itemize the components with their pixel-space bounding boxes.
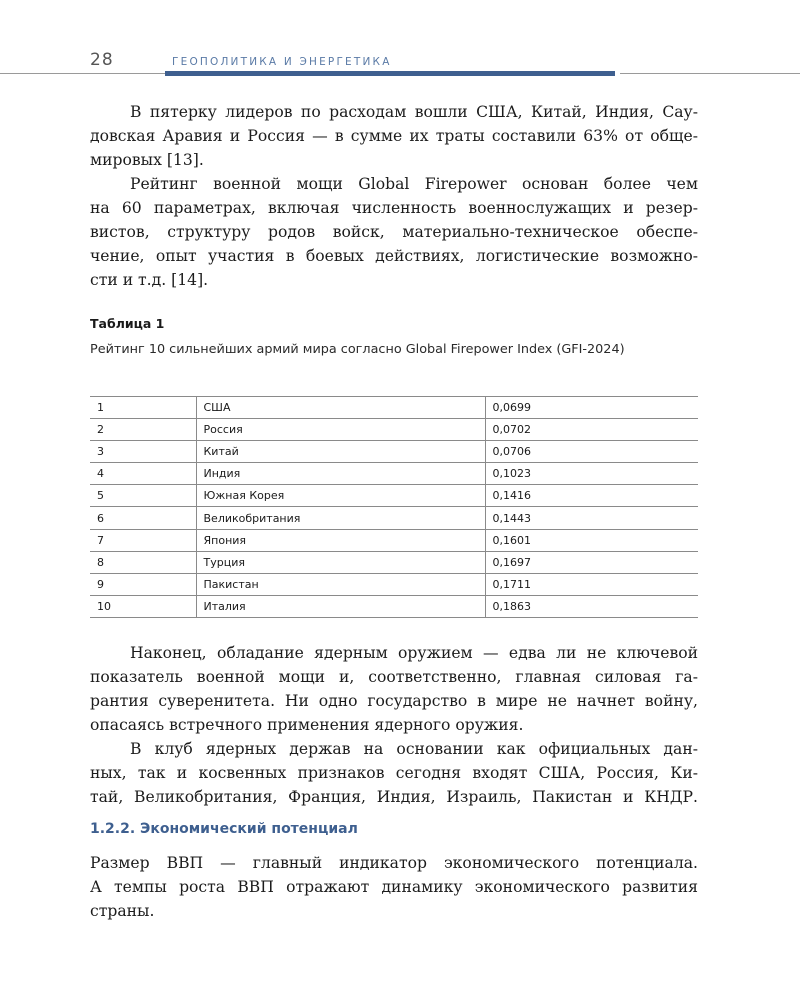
rank-cell: 2 [90, 419, 196, 441]
paragraph-line: страны. [90, 902, 155, 920]
table-row [90, 573, 698, 595]
index-cell: 0,0702 [485, 419, 698, 441]
table-row [90, 419, 698, 441]
paragraph-line: сти и т.д. [14]. [90, 271, 209, 289]
country-cell: США [196, 397, 485, 419]
paragraph-line: вистов, структуру родов войск, материально-техническое обеспе- [90, 223, 698, 241]
section-heading: 1.2.2. Экономический потенциал [90, 821, 358, 837]
paragraph-line: Рейтинг военной мощи Global Firepower основан более чем [130, 175, 698, 193]
index-cell: 0,0699 [485, 397, 698, 419]
country-cell: Италия [196, 595, 485, 617]
country-cell: Южная Корея [196, 485, 485, 507]
paragraph-gdp [90, 851, 698, 923]
paragraph-line: В пятерку лидеров по расходам вошли США, Китай, Индия, Сау- [130, 103, 698, 121]
paragraph-line: В клуб ядерных держав на основании как официальных дан- [130, 740, 698, 758]
rank-cell: 5 [90, 485, 196, 507]
index-cell: 0,1443 [485, 507, 698, 529]
page-header [0, 0, 800, 80]
table-row [90, 529, 698, 551]
rank-cell: 4 [90, 463, 196, 485]
index-cell: 0,1711 [485, 573, 698, 595]
country-cell: Россия [196, 419, 485, 441]
table-row [90, 507, 698, 529]
paragraph-nuclear-weapons [90, 641, 698, 737]
rank-cell: 9 [90, 573, 196, 595]
gfi-ranking-table [90, 396, 698, 618]
table-row [90, 441, 698, 463]
table-label: Таблица 1 [90, 316, 165, 331]
paragraph-spending-leaders [90, 100, 698, 172]
paragraph-line: ных, так и косвенных признаков сегодня входят США, Россия, Ки- [90, 764, 698, 782]
paragraph-line: мировых [13]. [90, 151, 204, 169]
country-cell: Великобритания [196, 507, 485, 529]
header-rule-left [0, 73, 165, 74]
index-cell: 0,1416 [485, 485, 698, 507]
paragraph-line: А темпы роста ВВП отражают динамику экономического развития [90, 878, 698, 896]
paragraph-line: показатель военной мощи и, соответственно, главная силовая га- [90, 668, 698, 686]
paragraph-nuclear-club [90, 737, 698, 809]
paragraph-line: Наконец, обладание ядерным оружием — едва ли не ключевой [130, 644, 698, 662]
country-cell: Китай [196, 441, 485, 463]
table-row [90, 485, 698, 507]
header-rule-accent [165, 71, 615, 76]
table-caption: Рейтинг 10 сильнейших армий мира согласно Global Firepower Index (GFI-2024) [90, 342, 625, 357]
rank-cell: 3 [90, 441, 196, 463]
country-cell: Пакистан [196, 573, 485, 595]
paragraph-line: рантия суверенитета. Ни одно государство в мире не начнет войну, [90, 692, 698, 710]
page-number: 28 [90, 50, 114, 70]
index-cell: 0,1023 [485, 463, 698, 485]
table-row [90, 397, 698, 419]
rank-cell: 8 [90, 551, 196, 573]
paragraph-line: опасаясь встречного применения ядерного оружия. [90, 716, 524, 734]
country-cell: Япония [196, 529, 485, 551]
index-cell: 0,1863 [485, 595, 698, 617]
table-row [90, 463, 698, 485]
header-rule-right [620, 73, 800, 74]
paragraph-line: чение, опыт участия в боевых действиях, логистические возможно- [90, 247, 698, 265]
rank-cell: 7 [90, 529, 196, 551]
paragraph-line: тай, Великобритания, Франция, Индия, Израиль, Пакистан и КНДР. [90, 788, 698, 806]
rank-cell: 6 [90, 507, 196, 529]
paragraph-line: на 60 параметрах, включая численность военнослужащих и резер- [90, 199, 698, 217]
table-body [90, 397, 698, 618]
rank-cell: 1 [90, 397, 196, 419]
paragraph-line: Размер ВВП — главный индикатор экономического потенциала. [90, 854, 698, 872]
country-cell: Индия [196, 463, 485, 485]
table-row [90, 551, 698, 573]
running-title: ГЕОПОЛИТИКА И ЭНЕРГЕТИКА [172, 56, 392, 68]
index-cell: 0,0706 [485, 441, 698, 463]
paragraph-gfp-rating [90, 172, 698, 292]
table-row [90, 595, 698, 617]
paragraph-line: довская Аравия и Россия — в сумме их траты составили 63% от обще- [90, 127, 698, 145]
country-cell: Турция [196, 551, 485, 573]
index-cell: 0,1601 [485, 529, 698, 551]
index-cell: 0,1697 [485, 551, 698, 573]
rank-cell: 10 [90, 595, 196, 617]
